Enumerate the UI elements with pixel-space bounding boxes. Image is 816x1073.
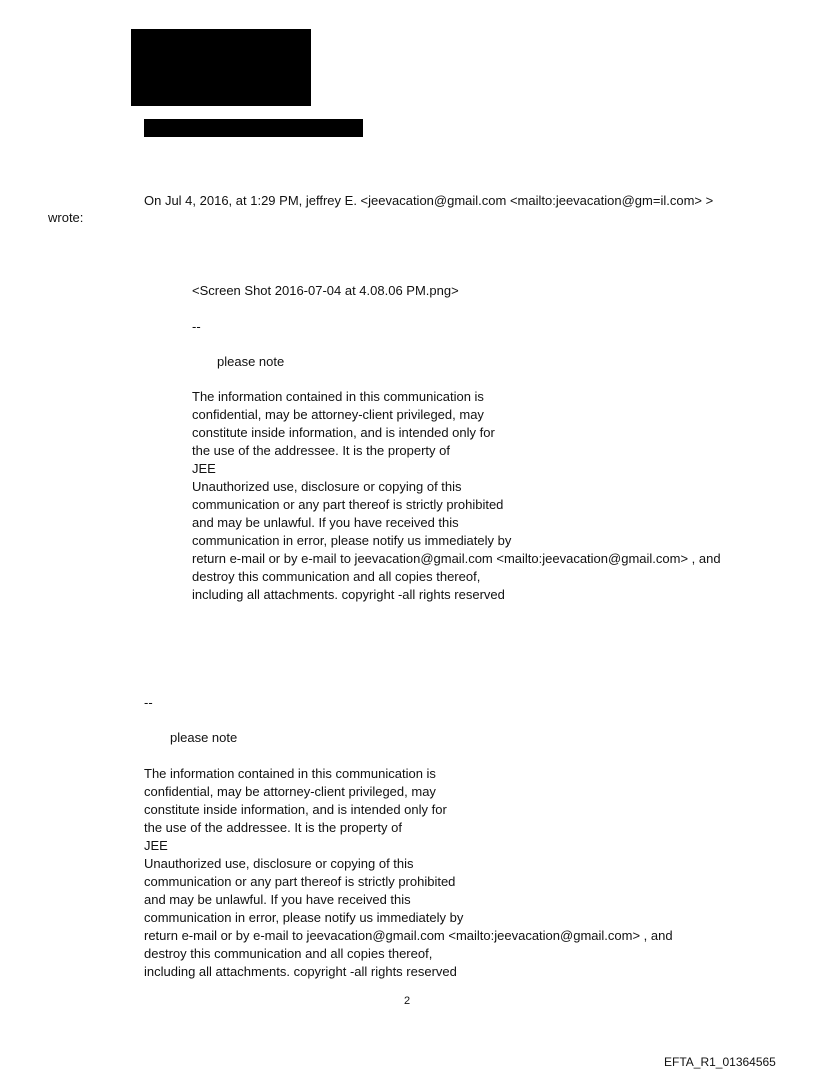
disclaimer-line: constitute inside information, and is intended only for — [144, 802, 447, 817]
disclaimer-line: communication or any part thereof is strictly prohibited — [192, 497, 504, 512]
disclaimer-line: constitute inside information, and is intended only for — [192, 425, 495, 440]
disclaimer-line: the use of the addressee. It is the property of — [192, 443, 450, 458]
page-number: 2 — [404, 995, 411, 1007]
outer-note-heading: please note — [170, 730, 238, 745]
disclaimer-line: return e-mail or by e-mail to jeevacation@gmail.com <mailto:jeevacation@gmail.com> , and — [144, 928, 673, 943]
disclaimer-line: JEE — [192, 461, 216, 476]
disclaimer-line: including all attachments. copyright -all rights reserved — [192, 587, 505, 602]
disclaimer-line: confidential, may be attorney-client privileged, may — [144, 784, 436, 799]
inner-disclaimer — [192, 388, 721, 604]
disclaimer-line: and may be unlawful. If you have received this — [144, 892, 411, 907]
disclaimer-line: Unauthorized use, disclosure or copying of this — [144, 856, 414, 871]
redaction-block-large — [131, 29, 311, 106]
inner-note-heading: please note — [217, 354, 285, 369]
document-id: EFTA_R1_01364565 — [664, 1055, 776, 1069]
quoted-header-wrote: wrote: — [48, 210, 84, 225]
disclaimer-line: and may be unlawful. If you have received this — [192, 515, 459, 530]
disclaimer-line: The information contained in this communication is — [192, 389, 484, 404]
outer-separator: -- — [144, 695, 153, 710]
disclaimer-line: communication in error, please notify us immediately by — [144, 910, 464, 925]
disclaimer-line: JEE — [144, 838, 168, 853]
disclaimer-line: including all attachments. copyright -all rights reserved — [144, 964, 457, 979]
disclaimer-line: Unauthorized use, disclosure or copying of this — [192, 479, 462, 494]
disclaimer-line: communication in error, please notify us immediately by — [192, 533, 512, 548]
quoted-header-line: On Jul 4, 2016, at 1:29 PM, jeffrey E. <jeevacation@gmail.com <mailto:jeevacation@gm=il.com> > — [144, 193, 714, 208]
redaction-block-bar — [144, 119, 363, 137]
inner-separator: -- — [192, 319, 201, 334]
disclaimer-line: destroy this communication and all copies thereof, — [192, 569, 481, 584]
disclaimer-line: The information contained in this communication is — [144, 766, 436, 781]
disclaimer-line: destroy this communication and all copies thereof, — [144, 946, 433, 961]
disclaimer-line: return e-mail or by e-mail to jeevacation@gmail.com <mailto:jeevacation@gmail.com> , and — [192, 551, 721, 566]
disclaimer-line: confidential, may be attorney-client privileged, may — [192, 407, 484, 422]
outer-disclaimer — [144, 765, 673, 981]
attachment-filename: <Screen Shot 2016-07-04 at 4.08.06 PM.png> — [192, 283, 459, 298]
disclaimer-line: the use of the addressee. It is the property of — [144, 820, 402, 835]
disclaimer-line: communication or any part thereof is strictly prohibited — [144, 874, 456, 889]
